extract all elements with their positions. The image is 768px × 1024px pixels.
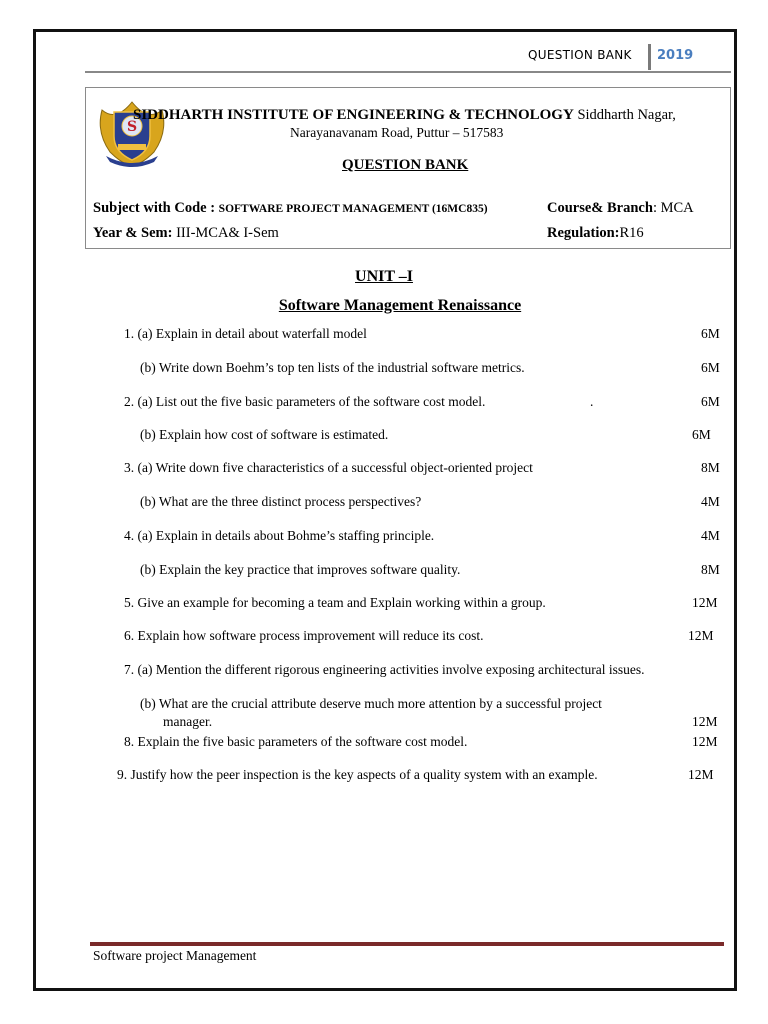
regulation-label: Regulation:	[547, 225, 620, 241]
question-marks: 12M	[688, 767, 714, 782]
question-marks: 6M	[701, 394, 720, 409]
question-marks: 4M	[701, 528, 720, 543]
year-row	[93, 225, 279, 242]
footer-text: Software project Management	[93, 948, 257, 963]
year-label: Year & Sem:	[93, 225, 173, 241]
question-marks: 12M	[692, 595, 718, 610]
doc-title: QUESTION BANK	[342, 157, 469, 173]
question-marks: 12M	[688, 628, 714, 643]
question-text: 7. (a) Mention the different rigorous engineering activities involve exposing architectural issues.	[124, 662, 645, 677]
subject-value: SOFTWARE PROJECT MANAGEMENT (16MC835)	[218, 203, 488, 215]
svg-text:S: S	[126, 119, 138, 135]
question-text: 5. Give an example for becoming a team and Explain working within a group.	[124, 595, 546, 610]
header-separator	[648, 44, 651, 70]
question-marks: 6M	[701, 326, 720, 341]
question-text: (b) Explain how cost of software is estimated.	[140, 427, 389, 442]
question-text: 4. (a) Explain in details about Bohme’s staffing principle.	[124, 528, 435, 543]
question-dot: .	[590, 394, 594, 409]
header-label: QUESTION BANK	[528, 48, 632, 62]
question-marks: 6M	[701, 360, 720, 375]
question-text: (b) What are the three distinct process perspectives?	[140, 494, 422, 509]
institute-name: SIDDHARTH INSTITUTE OF ENGINEERING & TECHNOLOGY	[133, 107, 574, 123]
course-label: Course& Branch	[547, 200, 653, 216]
question-text: 3. (a) Write down five characteristics of a successful object-oriented project	[124, 460, 533, 475]
question-marks: 8M	[701, 562, 720, 577]
institute-line-1	[133, 107, 676, 124]
header-rule	[85, 71, 731, 73]
course-row	[547, 200, 694, 217]
question-text: manager.	[163, 714, 213, 729]
question-text: 9. Justify how the peer inspection is the key aspects of a quality system with an example.	[117, 767, 598, 782]
question-text: 6. Explain how software process improvement will reduce its cost.	[124, 628, 484, 643]
question-text: 1. (a) Explain in detail about waterfall model	[124, 326, 367, 341]
regulation-value: R16	[619, 225, 644, 241]
subject-row	[93, 200, 488, 217]
question-text: (b) Explain the key practice that improves software quality.	[140, 562, 461, 577]
question-text: 2. (a) List out the five basic parameters of the software cost model.	[124, 394, 486, 409]
question-text: (b) Write down Boehm’s top ten lists of the industrial software metrics.	[140, 360, 525, 375]
question-marks: 6M	[692, 427, 711, 442]
subject-label: Subject with Code :	[93, 200, 216, 216]
question-text: (b) What are the crucial attribute deserve much more attention by a successful project	[140, 696, 602, 711]
year-value: III-MCA& I-Sem	[172, 225, 279, 241]
question-marks: 8M	[701, 460, 720, 475]
course-value: : MCA	[652, 200, 694, 216]
question-text: 8. Explain the five basic parameters of the software cost model.	[124, 734, 468, 749]
unit-subtitle: Software Management Renaissance	[278, 297, 522, 314]
institute-logo-icon	[92, 92, 172, 168]
institute-address-1: Siddharth Nagar,	[577, 107, 676, 123]
unit-title: UNIT –I	[355, 268, 413, 285]
question-marks: 12M	[692, 714, 718, 729]
question-marks: 4M	[701, 494, 720, 509]
header-year: 2019	[657, 48, 694, 63]
question-marks: 12M	[692, 734, 718, 749]
footer-rule	[90, 942, 724, 946]
regulation-row	[547, 225, 644, 242]
institute-address-2: Narayanavanam Road, Puttur – 517583	[290, 125, 504, 140]
